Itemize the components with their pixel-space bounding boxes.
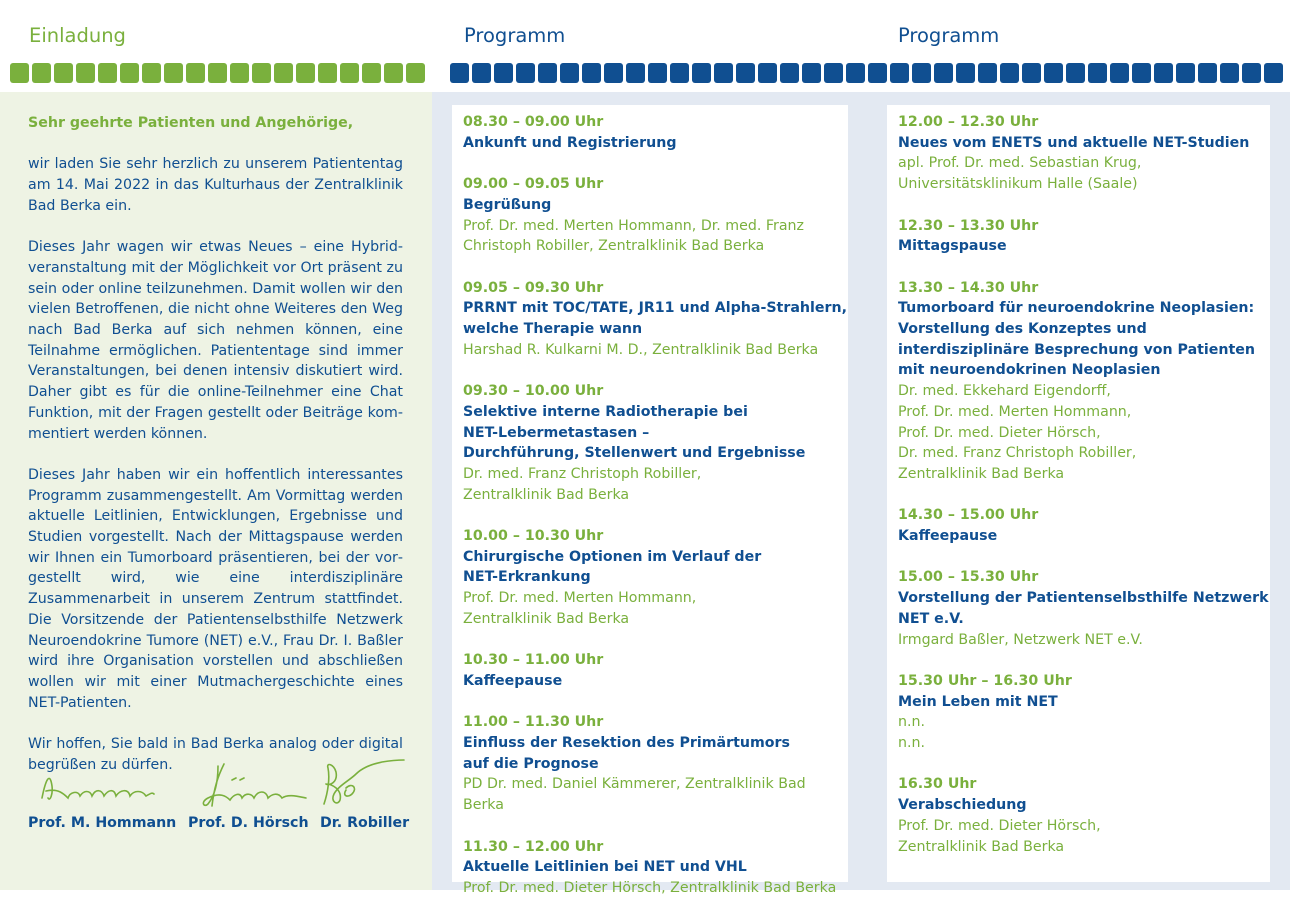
program-speaker: Dr. med. Franz Christoph Robiller, <box>463 465 702 482</box>
signature-name-hoersch: Prof. D. Hörsch <box>188 815 309 831</box>
program-speaker: Prof. Dr. med. Dieter Hörsch, <box>898 817 1101 834</box>
program-title: NET-Erkrankung <box>463 569 591 586</box>
divider-square <box>1022 63 1041 83</box>
divider-square <box>494 63 513 83</box>
divider-square <box>406 63 425 83</box>
divider-square <box>252 63 271 83</box>
program-speaker: Prof. Dr. med. Dieter Hörsch, Zentralklinik Bad Berka <box>463 879 837 896</box>
program-item <box>463 526 848 630</box>
program-time: 08.30 – 09.00 Uhr <box>463 114 604 130</box>
divider-square <box>296 63 315 83</box>
program-title: NET e.V. <box>898 610 964 627</box>
divider-square <box>758 63 777 83</box>
header-einladung: Einladung <box>29 24 126 47</box>
divider-square <box>98 63 117 83</box>
program-speaker: Universitätsklinikum Halle (Saale) <box>898 176 1138 193</box>
program-title: Mittagspause <box>898 238 1007 255</box>
program-speaker: Prof. Dr. med. Merten Hommann, <box>463 590 697 607</box>
divider-square <box>120 63 139 83</box>
divider-square <box>560 63 579 83</box>
program-list-morning <box>463 112 848 919</box>
divider-square <box>450 63 469 83</box>
program-speaker: apl. Prof. Dr. med. Sebastian Krug, <box>898 155 1142 172</box>
square-divider <box>0 63 1290 85</box>
divider-square <box>1088 63 1107 83</box>
greeting: Sehr geehrte Patienten und Angehörige, <box>28 115 354 131</box>
program-title: Ankunft und Registrierung <box>463 134 677 151</box>
divider-square <box>956 63 975 83</box>
program-title: Durchführung, Stellenwert und Ergebnisse <box>463 445 806 462</box>
program-item <box>898 216 1269 257</box>
program-title: Vorstellung des Konzeptes und <box>898 321 1147 337</box>
program-item <box>898 112 1269 195</box>
program-time: 14.30 – 15.00 Uhr <box>898 507 1039 524</box>
divider-square <box>648 63 667 83</box>
program-speaker: Prof. Dr. med. Dieter Hörsch, <box>898 424 1101 441</box>
program-speaker: Prof. Dr. med. Merten Hommann, Dr. med. Franz <box>463 217 804 234</box>
program-speaker: Irmgard Baßler, Netzwerk NET e.V. <box>898 631 1143 648</box>
divider-square <box>142 63 161 83</box>
program-title: PRRNT mit TOC/TATE, JR11 und Alpha-Strahlern, <box>463 300 847 317</box>
divider-square <box>1176 63 1195 83</box>
program-item <box>898 774 1269 857</box>
program-title: Tumorboard für neuroendokrine Neoplasien: <box>898 300 1255 317</box>
program-speaker: Christoph Robiller, Zentralklinik Bad Berka <box>463 238 765 255</box>
divider-square <box>10 63 29 83</box>
divider-square <box>1220 63 1239 83</box>
program-speaker: n.n. <box>898 714 926 731</box>
program-item <box>898 505 1269 546</box>
program-speaker: Dr. med. Ekkehard Eigendorff, <box>898 383 1111 400</box>
intro-paragraph-4: Wir hoffen, Sie bald in Bad Berka analog oder digital begrüßen zu dürfen. <box>28 736 403 773</box>
divider-square <box>1132 63 1151 83</box>
program-time: 11.00 – 11.30 Uhr <box>463 714 604 731</box>
divider-square <box>868 63 887 83</box>
program-item <box>463 112 848 153</box>
program-item <box>463 278 848 361</box>
program-time: 09.30 – 10.00 Uhr <box>463 383 604 400</box>
program-time: 16.30 Uhr <box>898 776 977 793</box>
signature-robiller-image <box>316 758 408 813</box>
program-title: auf die Prognose <box>463 755 599 772</box>
signature-name-hommann: Prof. M. Hommann <box>28 815 177 831</box>
program-item <box>898 671 1269 754</box>
divider-square <box>362 63 381 83</box>
program-title: welche Therapie wann <box>463 321 643 337</box>
program-item <box>898 567 1269 650</box>
program-card-afternoon <box>887 105 1270 882</box>
program-speaker: Harshad R. Kulkarni M. D., Zentralklinik Bad Berka <box>463 341 819 358</box>
program-title: Vorstellung der Patientenselbsthilfe Netzwerk <box>898 590 1269 607</box>
program-time: 11.30 – 12.00 Uhr <box>463 838 604 855</box>
divider-square <box>912 63 931 83</box>
program-speaker: Zentralklinik Bad Berka <box>463 486 630 503</box>
blue-squares <box>450 63 1286 85</box>
signature-hommann-image <box>38 758 158 808</box>
program-title: Kaffeepause <box>898 528 998 545</box>
divider-square <box>604 63 623 83</box>
program-title: interdisziplinäre Besprechung von Patienten <box>898 341 1256 358</box>
program-speaker: Dr. med. Franz Christoph Robiller, <box>898 445 1137 462</box>
divider-square <box>978 63 997 83</box>
program-title: Einfluss der Resektion des Primärtumors <box>463 735 790 751</box>
divider-square <box>582 63 601 83</box>
divider-square <box>714 63 733 83</box>
divider-square <box>1264 63 1283 83</box>
intro-paragraph-2: Dieses Jahr wagen wir etwas Neues – eine Hybridveranstaltung mit der Möglichkeit vor Ort präsent zu sein oder online teilzunehmen. Damit wollen wir den vielen Betroffenen, die nicht ohne Weiteres den Weg nach Bad Berka auf sich nehmen können, eine Teilnahme ermöglichen. Patiententage sind immer Veranstaltungen, bei denen intensiv diskutiert wird. Daher gibt es für die online-Teilnehmer eine Chat Funktion, mit der Fragen gestellt oder Beiträge kommentiert werden können. <box>28 239 403 442</box>
program-speaker: PD Dr. med. Daniel Kämmerer, Zentralklinik Bad Berka <box>463 776 806 814</box>
divider-square <box>692 63 711 83</box>
program-item <box>463 381 848 505</box>
program-card-morning <box>452 105 848 896</box>
divider-square <box>318 63 337 83</box>
program-time: 10.30 – 11.00 Uhr <box>463 652 604 669</box>
program-time: 10.00 – 10.30 Uhr <box>463 528 604 544</box>
program-title: Selektive interne Radiotherapie bei <box>463 403 748 420</box>
program-time: 15.00 – 15.30 Uhr <box>898 569 1039 586</box>
program-speaker: Prof. Dr. med. Merten Hommann, <box>898 403 1132 420</box>
divider-square <box>32 63 51 83</box>
divider-square <box>340 63 359 83</box>
divider-square <box>76 63 95 83</box>
divider-square <box>384 63 403 83</box>
divider-square <box>164 63 183 83</box>
divider-square <box>1000 63 1019 83</box>
divider-square <box>186 63 205 83</box>
program-title: Verabschiedung <box>898 797 1027 814</box>
program-title: Begrüßung <box>463 196 552 213</box>
program-title: mit neuroendokrinen Neoplasien <box>898 362 1161 379</box>
divider-square <box>802 63 821 83</box>
program-title: Aktuelle Leitlinien bei NET und VHL <box>463 859 747 876</box>
divider-square <box>934 63 953 83</box>
program-item <box>463 650 848 691</box>
program-list-afternoon <box>898 112 1269 878</box>
divider-square <box>1066 63 1085 83</box>
divider-square <box>824 63 843 83</box>
signatures <box>28 758 408 838</box>
divider-square <box>736 63 755 83</box>
divider-square <box>274 63 293 83</box>
program-title: NET-Lebermetastasen – <box>463 424 650 441</box>
program-speaker: Zentralklinik Bad Berka <box>463 610 630 627</box>
divider-square <box>1198 63 1217 83</box>
divider-square <box>54 63 73 83</box>
divider-square <box>472 63 491 83</box>
divider-square <box>538 63 557 83</box>
program-title: Neues vom ENETS und aktuelle NET-Studien <box>898 134 1250 151</box>
program-time: 12.30 – 13.30 Uhr <box>898 217 1039 234</box>
divider-square <box>670 63 689 83</box>
divider-square <box>1044 63 1063 83</box>
program-title: Mein Leben mit NET <box>898 693 1058 710</box>
signature-hoersch-image <box>196 758 316 813</box>
signature-name-robiller: Dr. Robiller <box>320 815 410 831</box>
program-time: 13.30 – 14.30 Uhr <box>898 279 1039 296</box>
program-item <box>463 837 848 899</box>
program-item <box>463 174 848 257</box>
divider-square <box>780 63 799 83</box>
green-squares <box>10 63 428 85</box>
program-time: 15.30 Uhr – 16.30 Uhr <box>898 672 1072 689</box>
invitation-text <box>28 113 403 796</box>
intro-paragraph-3: Dieses Jahr haben wir ein hoffentlich interessantes Programm zusammengestellt. Am Vormittag werden aktuelle Leitlinien, Entwicklungen, Ergebnisse und Studien vorgestellt. Nach der Mittagspause werden wir Ihnen ein Tumorboard präsentieren, bei der vorgestellt wird, wie eine interdisziplinäre Zusammenarbeit in unserem Zentrum stattfindet. Die Vorsitzende der Patientenselbsthilfe Netzwerk Neuroendokrine Tumore (NET) e.V., Frau Dr. I. Baßler wird ihre Organisation vorstellen und abschließen wollen wir mit einer Mutmachergeschichte eines NET-Patienten. <box>28 466 403 711</box>
divider-square <box>208 63 227 83</box>
program-title: Kaffeepause <box>463 672 563 689</box>
program-speaker: Zentralklinik Bad Berka <box>898 465 1065 482</box>
program-time: 09.00 – 09.05 Uhr <box>463 176 604 193</box>
divider-square <box>1154 63 1173 83</box>
intro-paragraph-1: wir laden Sie sehr herzlich zu unserem Patiententag am 14. Mai 2022 in das Kulturhaus der Zentralklinik Bad Berka ein. <box>28 156 403 214</box>
divider-square <box>890 63 909 83</box>
program-speaker: n.n. <box>898 735 926 752</box>
divider-square <box>1242 63 1261 83</box>
divider-square <box>846 63 865 83</box>
divider-square <box>230 63 249 83</box>
header-programm-2: Programm <box>898 24 1000 47</box>
program-title: Chirurgische Optionen im Verlauf der <box>463 548 762 565</box>
program-item <box>898 278 1269 485</box>
header-programm-1: Programm <box>464 24 566 47</box>
program-speaker: Zentralklinik Bad Berka <box>898 838 1065 855</box>
divider-square <box>516 63 535 83</box>
divider-square <box>1110 63 1129 83</box>
program-item <box>463 712 848 816</box>
program-time: 09.05 – 09.30 Uhr <box>463 279 604 296</box>
divider-square <box>626 63 645 83</box>
program-time: 12.00 – 12.30 Uhr <box>898 114 1039 130</box>
